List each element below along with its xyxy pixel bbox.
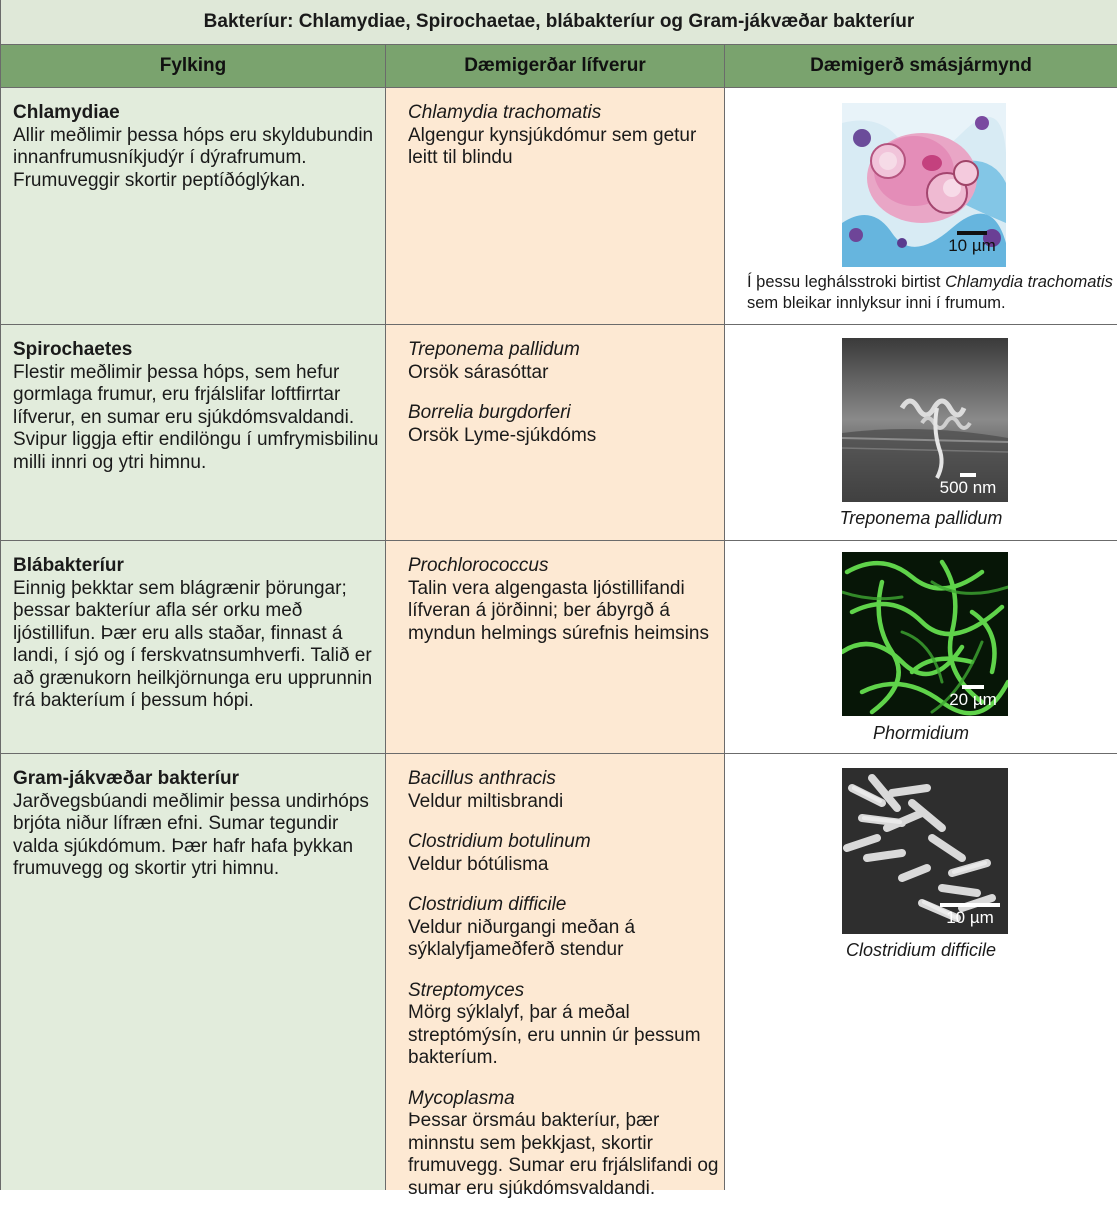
species-note: Veldur miltisbrandi [408,790,564,812]
organism-entry [408,555,724,645]
phylum-cell [1,754,385,1190]
species-note: Algengur kynsjúkdómur sem getur leitt til blindu [408,124,697,168]
micrograph-caption: Í þessu leghálsstroki birtist Chlamydia trachomatis sem bleikar innlyksur inni í frumum. [747,273,1113,312]
organisms-cell [386,541,724,753]
table-title: Bakteríur: Chlamydiae, Spirochaetae, blábakteríur og Gram-jákvæðar bakteríur [1,0,1117,45]
column-divider [385,45,386,1190]
species-name: Treponema pallidum [408,339,580,360]
species-note: Mörg sýklalyf, þar á meðal streptómýsín, eru unnin úr þessum bakteríum. [408,1002,701,1068]
organisms-cell [386,754,724,1199]
species-name: Mycoplasma [408,1087,515,1109]
organism-entry [408,894,724,962]
header-phylum: Fylking [159,55,227,76]
table-row [1,88,1117,325]
scale-label: 20 µm [949,690,997,709]
phylum-name: Gram-jákvæðar bakteríur [13,768,239,789]
micrograph-caption: Phormidium [872,723,970,743]
species-name: Borrelia burgdorferi [408,402,571,423]
species-name: Streptomyces [408,979,525,1001]
scale-label: 500 nm [939,478,997,497]
spirochete-micrograph [842,338,1008,502]
scale-bar [928,473,1008,498]
phylum-name: Spirochaetes [13,339,133,360]
cyanobacteria-filaments-micrograph [842,552,1008,716]
header-micrograph: Dæmigerð smásjármynd [810,55,1032,76]
species-note: Orsök sárasóttar [408,361,549,383]
phylum-description: Einnig þekktar sem blágrænir þörungar; þessar bakteríur afla sér orku með ljóstillifun. Þær eru alls staðar, finnast á landi, í sjó og í ferskvatnsumhverfi. Talið er að grænukorn heilkjörnunga eru upprunnin frá bakteríum í þessum hópi. [13,577,373,711]
organism-entry [408,339,724,384]
scale-label: 10 µm [946,908,994,927]
organisms-cell [386,325,724,540]
micrograph-cell [725,754,1117,1190]
micrograph-cell [725,88,1117,324]
phylum-cell [1,541,385,753]
species-name: Bacillus anthracis [408,768,556,789]
micrograph-caption: Clostridium difficile [845,940,997,960]
organism-entry [408,402,724,447]
micrograph-caption: Treponema pallidum [839,508,1003,528]
organism-entry [408,1088,724,1201]
phylum-description: Allir meðlimir þessa hóps eru skyldubundin innanfrumusníkjudýr í dýrafrumum. Frumuveggir skortir peptíðóglýkan. [13,124,374,191]
organisms-cell [386,88,724,324]
organism-entry [408,102,724,170]
organism-entry [408,768,724,813]
header-organisms: Dæmigerðar lífverur [464,55,646,76]
scale-bar [938,685,1008,710]
table-header-row [1,45,1117,88]
rod-bacteria-sem-micrograph [842,768,1008,934]
micrograph-cell [725,541,1117,753]
scale-bar [942,231,1002,256]
column-divider [724,45,725,1190]
species-note: Talin vera algengasta ljóstillifandi lífveran á jörðinni; ber ábyrgð á myndun helmings súrefnis heimsins [408,577,709,644]
species-name: Clostridium botulinum [408,831,591,852]
species-name: Clostridium difficile [408,894,567,915]
micrograph-cell [725,325,1117,540]
organism-entry [408,980,724,1070]
species-name: Prochlorococcus [408,555,549,576]
organism-entry [408,831,724,876]
table-row [1,325,1117,541]
species-note: Veldur bótúlisma [408,853,549,875]
table-row [1,754,1117,1199]
scale-bar [932,903,1008,928]
scale-label: 10 µm [948,236,996,255]
phylum-description: Flestir meðlimir þessa hóps, sem hefur gormlaga frumur, eru frjálslifar loftfirrtar lífverur, en sumar eru sjúkdómsvaldandi. Svipur liggja eftir endilöngu í umfrymisbilinu milli innri og ytri himnu. [13,361,379,473]
species-note: Orsök Lyme-sjúkdóms [408,424,597,446]
phylum-name: Chlamydiae [13,102,120,123]
chlamydia-cells-micrograph [842,103,1006,267]
phylum-name: Blábakteríur [13,555,124,576]
species-note: Þessar örsmáu bakteríur, þær minnstu sem þekkjast, skortir frumuvegg. Sumar eru frjálslifandi og sumar eru sjúkdómsvaldandi. [408,1110,719,1199]
phylum-description: Jarðvegsbúandi meðlimir þessa undirhóps brjóta niður lífræn efni. Sumar tegundir valda sjúkdómum. Þær hafr hafa þykkan frumuvegg og skortir ytri himnu. [13,790,369,879]
table-row [1,541,1117,754]
phylum-cell [1,88,385,324]
species-note: Veldur niðurgangi meðan á sýklalyfjameðferð stendur [408,916,636,960]
species-name: Chlamydia trachomatis [408,102,602,123]
phylum-cell [1,325,385,540]
